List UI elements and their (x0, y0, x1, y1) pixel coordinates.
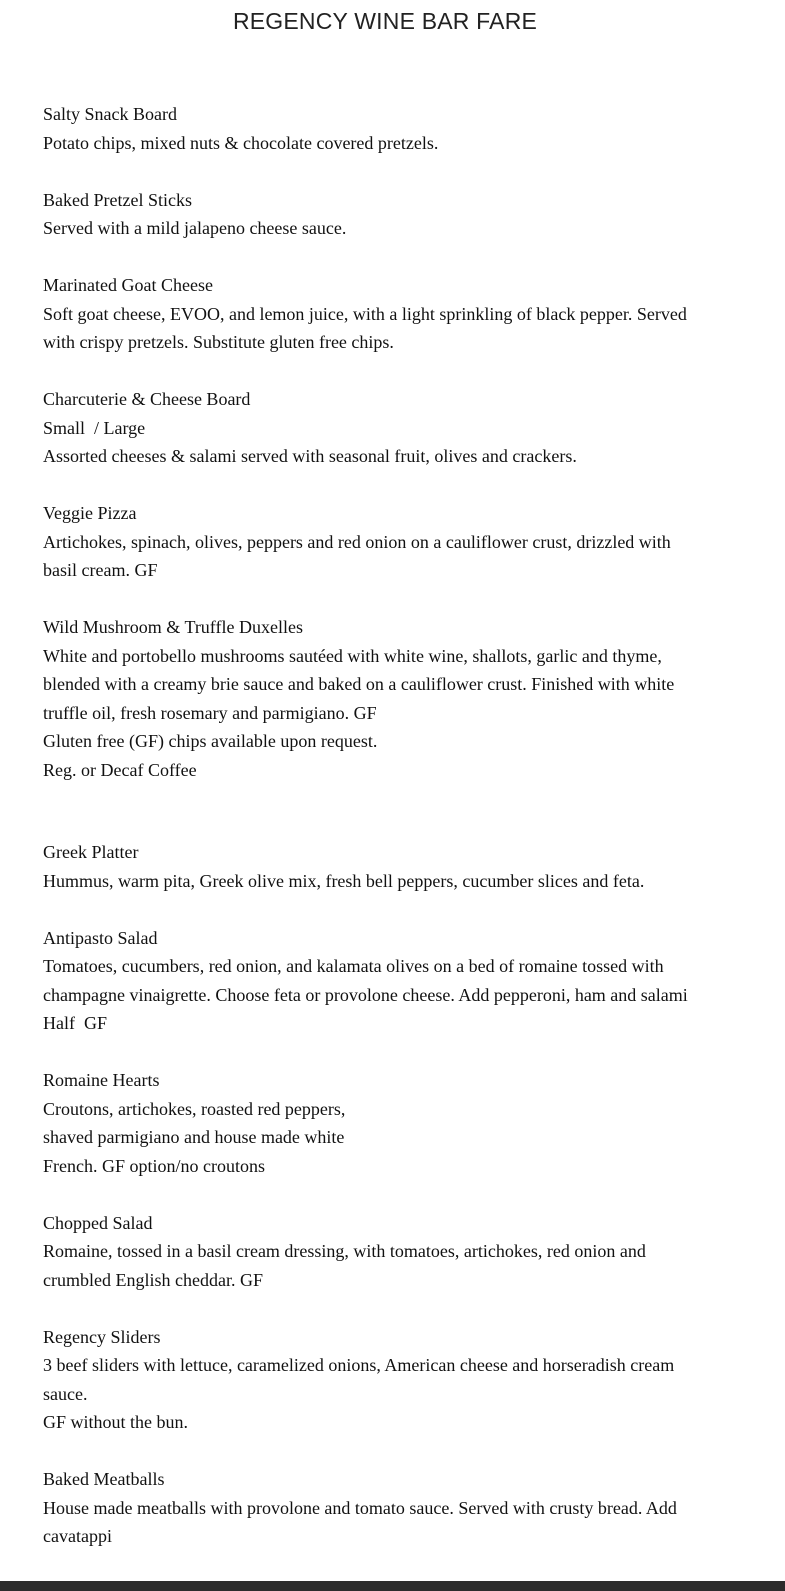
menu-item (43, 385, 743, 471)
menu-item (43, 1209, 743, 1295)
menu-item (43, 838, 743, 895)
menu-item (43, 613, 743, 784)
menu-item-name: Charcuterie & Cheese Board (43, 389, 251, 409)
menu-item (43, 100, 743, 157)
menu-item-description: blended with a creamy brie sauce and baked on a cauliflower crust. Finished with white (43, 674, 675, 694)
menu-item-description: Assorted cheeses & salami served with seasonal fruit, olives and crackers. (43, 446, 577, 466)
bottom-bar (0, 1581, 785, 1591)
menu-item (43, 186, 743, 243)
menu-item-description: 3 beef sliders with lettuce, caramelized onions, American cheese and horseradish cream (43, 1355, 675, 1375)
menu-item-description: shaved parmigiano and house made white (43, 1127, 345, 1147)
menu-item-description: Artichokes, spinach, olives, peppers and red onion on a cauliflower crust, drizzled with (43, 531, 671, 552)
menu-item-description: Soft goat cheese, EVOO, and lemon juice, with a light sprinkling of black pepper. Served (43, 303, 687, 324)
menu-item-name: Salty Snack Board (43, 104, 177, 124)
menu-item-name: Wild Mushroom & Truffle Duxelles (43, 617, 303, 637)
menu-item-sizes: Small / Large (43, 417, 146, 438)
menu-item-description: Croutons, artichokes, roasted red peppers, (43, 1098, 346, 1119)
menu-item (43, 271, 743, 357)
menu-item-description: Romaine, tossed in a basil cream dressing, with tomatoes, artichokes, red onion and (43, 1241, 646, 1261)
menu-item-description: White and portobello mushrooms sautéed with white wine, shallots, garlic and thyme, (43, 645, 662, 666)
menu-item (43, 499, 743, 585)
menu-item (43, 1066, 743, 1180)
menu-item-description: cavatappi (43, 1526, 112, 1546)
menu-item-name: Baked Meatballs (43, 1469, 165, 1489)
menu-item-description: Tomatoes, cucumbers, red onion, and kalamata olives on a bed of romaine tossed with (43, 956, 664, 976)
menu-note: Gluten free (GF) chips available upon request. (43, 731, 378, 751)
menu-item-name: Antipasto Salad (43, 927, 158, 948)
menu-item-description: truffle oil, fresh rosemary and parmigiano. GF (43, 702, 377, 723)
menu-item-name: Veggie Pizza (43, 503, 137, 523)
menu-item-description: Potato chips, mixed nuts & chocolate covered pretzels. (43, 132, 439, 153)
menu-item-name: Baked Pretzel Sticks (43, 189, 192, 210)
menu-list (43, 100, 743, 1551)
menu-item (43, 924, 743, 1038)
page-title: REGENCY WINE BAR FARE (232, 8, 538, 34)
menu-item-name: Regency Sliders (43, 1326, 161, 1347)
menu-item-name: Greek Platter (43, 842, 139, 862)
menu-item-description: Hummus, warm pita, Greek olive mix, fresh bell peppers, cucumber slices and feta. (43, 870, 645, 891)
menu-item-description: House made meatballs with provolone and tomato sauce. Served with crusty bread. Add (43, 1497, 677, 1518)
menu-item-description: champagne vinaigrette. Choose feta or provolone cheese. Add pepperoni, ham and salami (43, 984, 688, 1005)
menu-item-description: basil cream. GF (43, 560, 158, 580)
menu-item-description: Served with a mild jalapeno cheese sauce. (43, 218, 347, 238)
menu-item-name: Romaine Hearts (43, 1070, 160, 1090)
menu-item (43, 1323, 743, 1437)
menu-item-description: crumbled English cheddar. GF (43, 1269, 263, 1290)
menu-item-description: GF without the bun. (43, 1412, 189, 1432)
menu-item (43, 1465, 743, 1551)
menu-item-description: sauce. (43, 1383, 88, 1404)
menu-item-name: Chopped Salad (43, 1212, 153, 1233)
menu-item-name: Marinated Goat Cheese (43, 275, 213, 295)
menu-item-description: French. GF option/no croutons (43, 1155, 265, 1176)
menu-note: Reg. or Decaf Coffee (43, 759, 197, 780)
menu-item-sizes: Half GF (43, 1013, 107, 1033)
menu-item-description: with crispy pretzels. Substitute gluten free chips. (43, 332, 394, 352)
